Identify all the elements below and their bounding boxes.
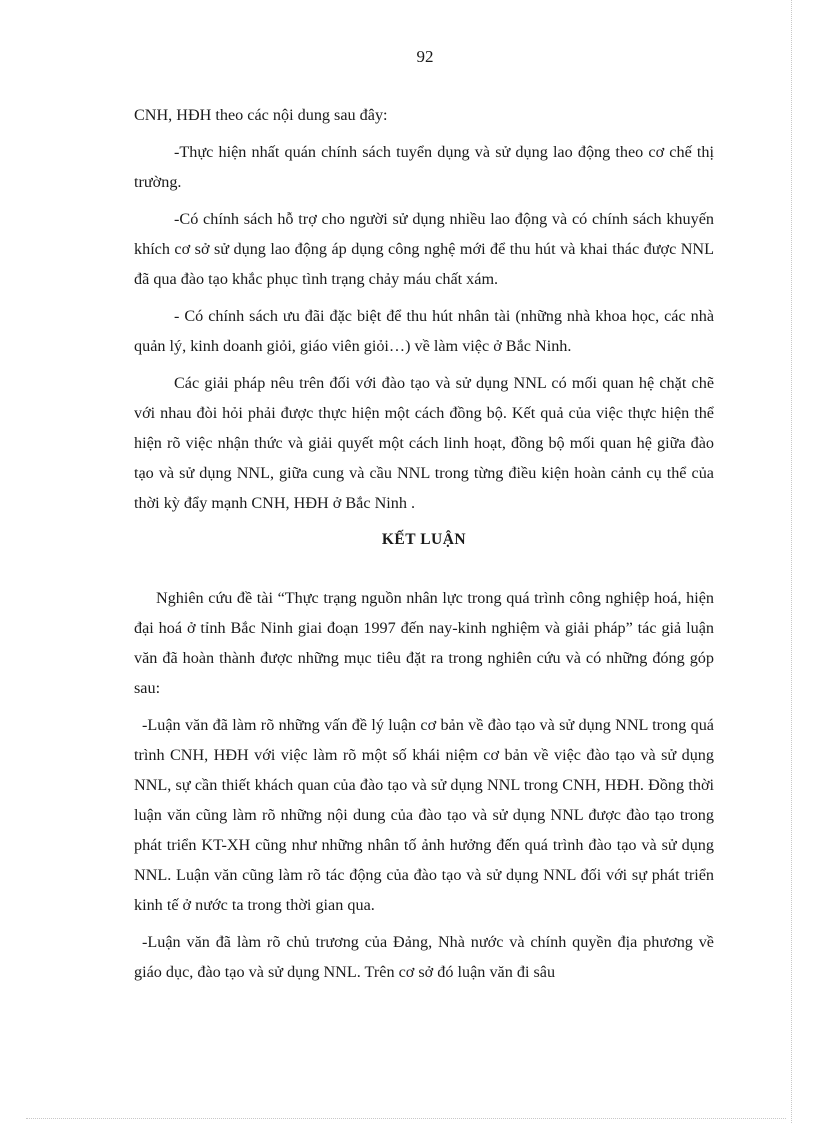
paragraph-talent-policy: - Có chính sách ưu đãi đặc biệt để thu hút nhân tài (những nhà khoa học, các nhà quản lý, kinh doanh giỏi, giáo viên giỏi…) về làm việc ở Bắc Ninh. bbox=[134, 307, 714, 355]
conclusion-paragraph-theory: -Luận văn đã làm rõ những vấn đề lý luận cơ bản về đào tạo và sử dụng NNL trong quá trình CNH, HĐH với việc làm rõ một số khái niệm cơ bản về việc đào tạo và sử dụng NNL, sự cần thiết khách quan của đào tạo và sử dụng NNL trong CNH, HĐH. Đồng thời luận văn cũng làm rõ những nội dung của đào tạo và sử dụng NNL được đào tạo trong phát triển KT-XH cũng như những nhân tố ảnh hưởng đến quá trình đào tạo và sử dụng NNL. Luận văn cũng làm rõ tác động của đào tạo và sử dụng NNL đối với sự phát triển kinh tế ở nước ta trong thời gian qua. bbox=[134, 716, 714, 914]
conclusion-paragraph-policy: -Luận văn đã làm rõ chủ trương của Đảng, Nhà nước và chính quyền địa phương về giáo dục, đào tạo và sử dụng NNL. Trên cơ sở đó luận văn đi sâu bbox=[134, 933, 714, 981]
document-body bbox=[134, 100, 714, 994]
conclusion-heading: KẾT LUẬN bbox=[381, 531, 467, 548]
paragraph-recruitment-policy: -Thực hiện nhất quán chính sách tuyển dụng và sử dụng lao động theo cơ chế thị trường. bbox=[134, 143, 714, 191]
conclusion-paragraph-research: Nghiên cứu đề tài “Thực trạng nguồn nhân lực trong quá trình công nghiệp hoá, hiện đại hoá ở tỉnh Bắc Ninh giai đoạn 1997 đến nay-kinh nghiệm và giải pháp” tác giả luận văn đã hoàn thành được những mục tiêu đặt ra trong nghiên cứu và có những đóng góp sau: bbox=[134, 589, 714, 697]
page-border-right bbox=[791, 0, 792, 1123]
page-border-bottom bbox=[26, 1118, 786, 1119]
page-number: 92 bbox=[416, 47, 434, 66]
paragraph-intro: CNH, HĐH theo các nội dung sau đây: bbox=[134, 106, 388, 124]
paragraph-solutions-summary: Các giải pháp nêu trên đối với đào tạo và sử dụng NNL có mối quan hệ chặt chẽ với nhau đòi hỏi phải được thực hiện một cách đồng bộ. Kết quả của việc thực hiện thể hiện rõ việc nhận thức và giải quyết một cách linh hoạt, đồng bộ mối quan hệ giữa đào tạo và sử dụng NNL, giữa cung và cầu NNL trong từng điều kiện hoàn cảnh cụ thể của thời kỳ đẩy mạnh CNH, HĐH ở Bắc Ninh . bbox=[134, 374, 714, 512]
paragraph-support-policy: -Có chính sách hỗ trợ cho người sử dụng nhiều lao động và có chính sách khuyến khích cơ sở sử dụng lao động áp dụng công nghệ mới để thu hút và khai thác được NNL đã qua đào tạo khắc phục tình trạng chảy máu chất xám. bbox=[134, 210, 714, 288]
